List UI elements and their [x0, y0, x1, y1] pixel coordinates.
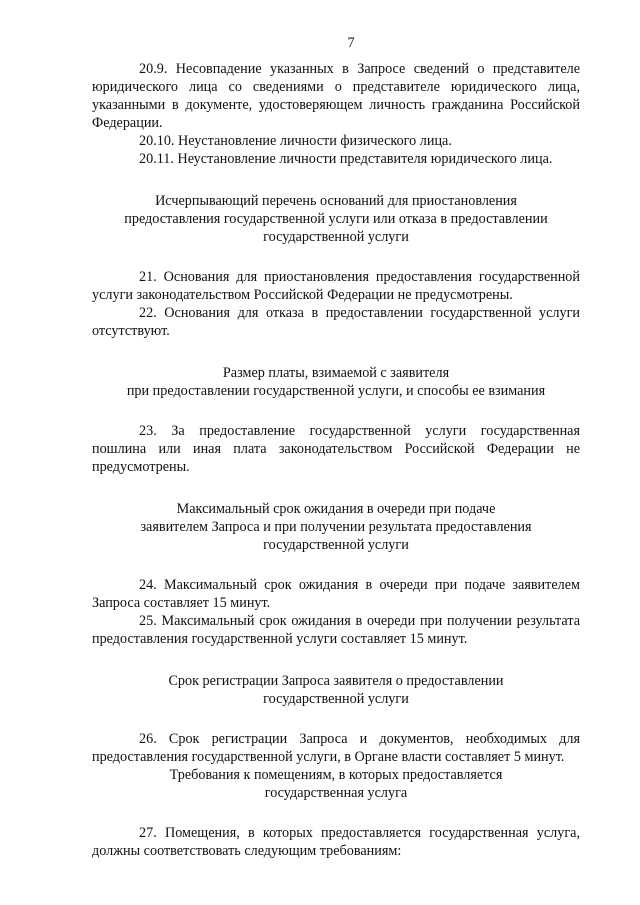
paragraph-27: 27. Помещения, в которых предоставляется государственная услуга, должны соответствовать следующим требованиям: — [92, 825, 580, 859]
heading-line: государственная услуга — [264, 785, 408, 801]
heading-line: Максимальный срок ожидания в очереди при подаче — [176, 501, 496, 517]
paragraph-20-11: 20.11. Неустановление личности представителя юридического лица. — [139, 151, 553, 167]
section-heading-premises — [92, 766, 580, 802]
paragraph-20-9: 20.9. Несовпадение указанных в Запросе сведений о представителе юридического лица со сведениями о представителе юридического лица, указанными в документе, удостоверяющем личность гражданина Российской Федерации. — [92, 61, 580, 131]
heading-line: предоставления государственной услуги или отказа в предоставлении — [124, 211, 548, 227]
section-heading-fee — [92, 364, 580, 400]
paragraph-24: 24. Максимальный срок ожидания в очереди при подаче заявителем Запроса составляет 15 минут. — [92, 577, 580, 611]
paragraph-22: 22. Основания для отказа в предоставлении государственной услуги отсутствуют. — [92, 305, 580, 339]
heading-line: государственной услуги — [263, 691, 409, 707]
paragraph-21: 21. Основания для приостановления предоставления государственной услуги законодательством Российской Федерации не предусмотрены. — [92, 269, 580, 303]
heading-line: заявителем Запроса и при получении результата предоставления — [140, 519, 532, 535]
heading-line: государственной услуги — [263, 537, 409, 553]
heading-line: Исчерпывающий перечень оснований для приостановления — [155, 193, 517, 209]
heading-line: Размер платы, взимаемой с заявителя — [222, 365, 450, 381]
section-heading-queue — [92, 500, 580, 554]
heading-line: Срок регистрации Запроса заявителя о предоставлении — [168, 673, 504, 689]
heading-line: при предоставлении государственной услуги, и способы ее взимания — [126, 383, 546, 399]
heading-line: Требования к помещениям, в которых предоставляется — [169, 767, 503, 783]
page-number: 7 — [347, 35, 355, 51]
paragraph-25: 25. Максимальный срок ожидания в очереди при получении результата предоставления государственной услуги составляет 15 минут. — [92, 613, 580, 647]
section-heading-grounds — [92, 192, 580, 246]
paragraph-23: 23. За предоставление государственной услуги государственная пошлина или иная плата законодательством Российской Федерации не предусмотрены. — [92, 423, 580, 475]
paragraph-26: 26. Срок регистрации Запроса и документов, необходимых для предоставления государственной услуги, в Органе власти составляет 5 минут. — [92, 731, 580, 765]
section-heading-registration — [92, 672, 580, 708]
heading-line: государственной услуги — [263, 229, 409, 245]
paragraph-20-10: 20.10. Неустановление личности физического лица. — [139, 133, 452, 149]
